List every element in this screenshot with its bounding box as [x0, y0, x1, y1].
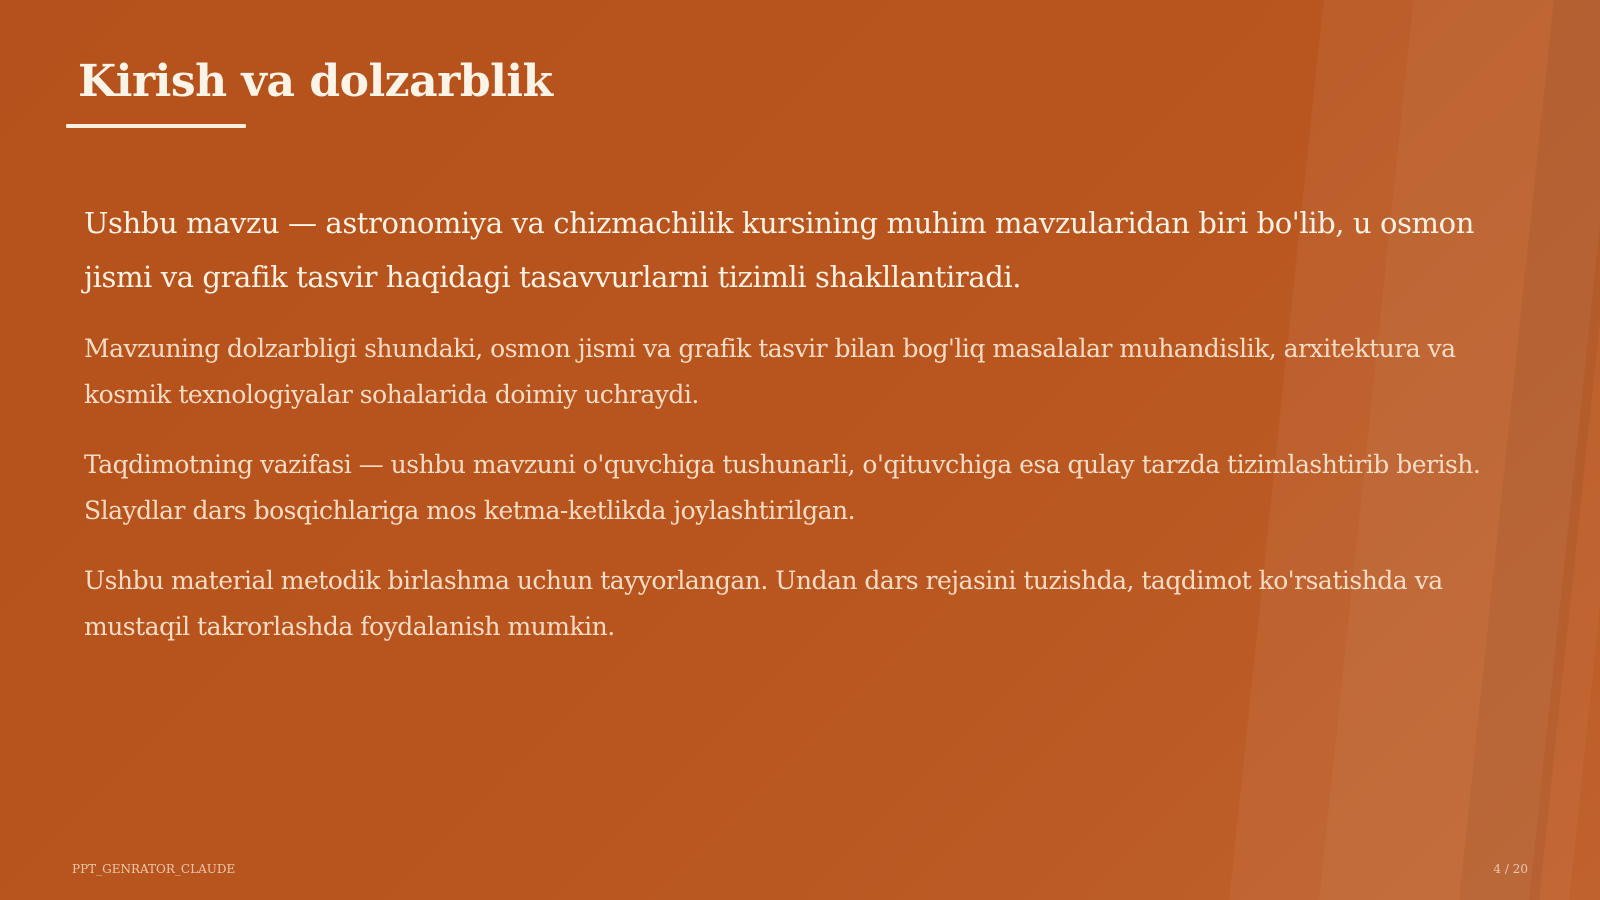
- footer-brand: PPT_GENRATOR_CLAUDE: [72, 862, 236, 876]
- body-paragraph-2: Taqdimotning vazifasi — ushbu mavzuni o'quvchiga tushunarli, o'qituvchiga esa qulay tarzda tizimlashtirib berish. Slaydlar dars bosqichlariga mos ketma-ketlikda joylashtirilgan.: [84, 450, 1481, 525]
- body-paragraph-3: Ushbu material metodik birlashma uchun tayyorlangan. Undan dars rejasini tuzishda, taqdimot ko'rsatishda va mustaqil takrorlashda foydalanish mumkin.: [84, 566, 1443, 641]
- page-indicator: 4 / 20: [1493, 862, 1528, 876]
- slide-title: Kirish va dolzarblik: [78, 56, 553, 107]
- body-paragraph-1: Mavzuning dolzarbligi shundaki, osmon jismi va grafik tasvir bilan bog'liq masalalar muhandislik, arxitektura va kosmik texnologiyalar sohalarida doimiy uchraydi.: [84, 334, 1456, 409]
- title-underline: [66, 124, 246, 128]
- lead-paragraph: Ushbu mavzu — astronomiya va chizmachilik kursining muhim mavzularidan biri bo'lib, u osmon jismi va grafik tasvir haqidagi tasavvurlarni tizimli shakllantiradi.: [84, 206, 1474, 294]
- slide-content: [84, 196, 1524, 674]
